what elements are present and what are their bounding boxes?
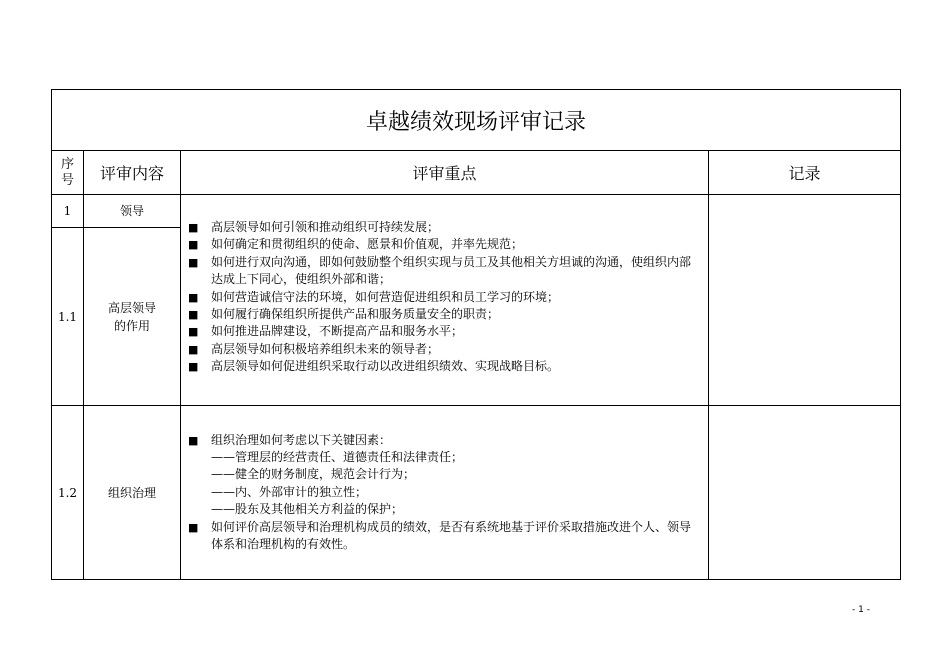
row-content-line-1: 高层领导 [107,300,156,315]
record-cell-governance[interactable] [709,406,901,580]
bullet-icon: ■ [188,290,199,304]
header-record: 记录 [709,151,901,195]
table-row [52,195,901,228]
header-content: 评审内容 [84,151,181,195]
focus-point: ■ 如何评价高层领导和治理机构成员的绩效，是否有系统地基于评价采取措施改进个人、领导体系和治理机构的有效性。 [188,519,702,554]
focus-point: ■ 如何确定和贯彻组织的使命、愿景和价值观，并率先规范； [188,236,702,253]
bullet-icon: ■ [188,325,199,339]
bullet-icon: ■ [188,255,199,269]
header-seq [52,151,84,195]
row-seq: 1 [52,195,84,228]
focus-points-leadership [181,195,709,406]
bullet-icon: ■ [188,308,199,322]
focus-point: ■ 如何履行确保组织所提供产品和服务质量安全的职责； [188,306,702,323]
bullet-icon: ■ [188,238,199,252]
table-row [52,406,901,580]
bullet-icon: ■ [188,520,199,534]
bullet-icon: ■ [188,221,199,234]
review-table [51,89,901,580]
header-seq-line-1: 序 [60,156,74,172]
focus-point: ■ 高层领导如何促进组织采取行动以改进组织绩效、实现战略目标。 [188,358,702,375]
row-content: 组织治理 [84,406,181,580]
row-seq: 1.1 [52,228,84,406]
focus-point: ■ 如何进行双向沟通，即如何鼓励整个组织实现与员工及其他相关方坦诚的沟通，使组织内部达成上下同心，使组织外部和谐； [188,254,702,289]
header-seq-line-2: 号 [60,172,74,188]
bullet-icon: ■ [188,360,199,374]
row-content-line-2: 的作用 [113,318,150,333]
focus-point: ■ 高层领导如何积极培养组织未来的领导者； [188,341,702,358]
row-seq: 1.2 [52,406,84,580]
focus-points-governance [181,406,709,580]
row-content [84,228,181,406]
header-focus: 评审重点 [181,151,709,195]
focus-point: ■ 如何推进品牌建设，不断提高产品和服务水平； [188,323,702,340]
focus-subpoint: ——股东及其他相关方利益的保护； [211,502,404,517]
bullet-icon: ■ [188,433,199,447]
row-content: 领导 [84,195,181,228]
focus-subpoint: ——管理层的经营责任、道德责任和法律责任； [211,449,464,464]
focus-point: ■ 如何营造诚信守法的环境，如何营造促进组织和员工学习的环境； [188,289,702,306]
focus-point: ■ 高层领导如何引领和推动组织可持续发展； [188,219,702,236]
focus-subpoint: ——健全的财务制度，规范会计行为； [211,467,416,482]
header-row [52,151,901,195]
document-title: 卓越绩效现场评审记录 [52,90,901,151]
review-record-sheet [51,89,900,580]
focus-point: ■ 组织治理如何考虑以下关键因素： [188,432,702,449]
record-cell-leadership[interactable] [709,195,901,406]
bullet-icon: ■ [188,342,199,356]
focus-subpoint: ——内、外部审计的独立性； [211,484,368,499]
page-number: - 1 - [852,605,870,615]
